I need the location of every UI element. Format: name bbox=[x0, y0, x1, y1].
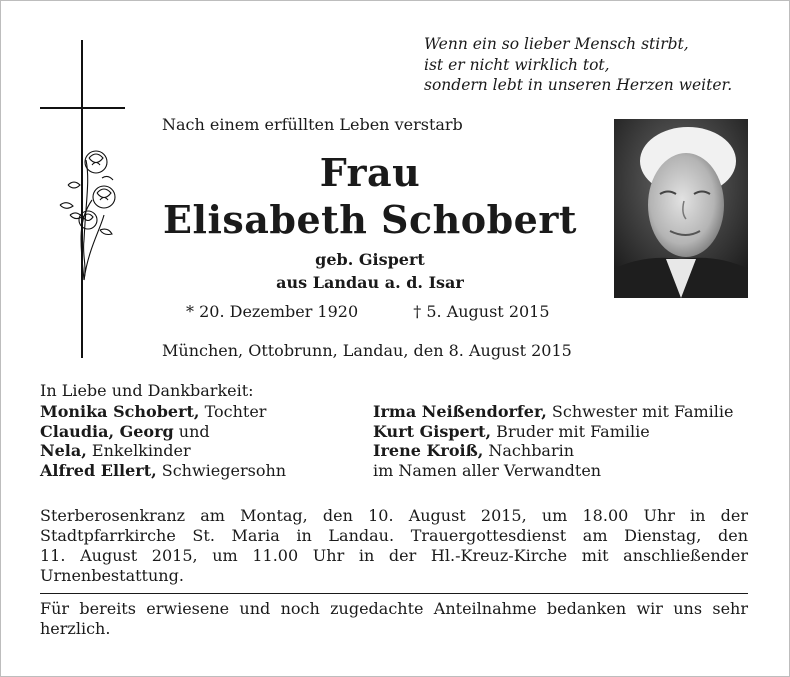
portrait-photo bbox=[614, 119, 748, 298]
portrait-image bbox=[614, 119, 748, 298]
origin: aus Landau a. d. Isar bbox=[276, 273, 464, 292]
salutation: Frau bbox=[319, 150, 421, 195]
thanks-line: Für bereits erwiesene und noch zugedachte Anteilnahme bedanken wir uns sehr bbox=[40, 599, 748, 618]
service-details bbox=[40, 506, 748, 586]
mourner-entry: Claudia, Georg und bbox=[40, 421, 210, 441]
mourner-entry: Alfred Ellert, Schwiegersohn bbox=[40, 460, 287, 480]
mourner-entry: Irma Neißendorfer, Schwester mit Familie bbox=[373, 402, 734, 421]
mourner-entry: Kurt Gispert, Bruder mit Familie bbox=[373, 421, 650, 441]
life-dates bbox=[186, 302, 550, 321]
service-line: Sterberosenkranz am Montag, den 10. August 2015, um 18.00 Uhr in der bbox=[40, 506, 748, 525]
thanks-text bbox=[40, 599, 748, 639]
mourner-entry: Monika Schobert, Tochter bbox=[40, 402, 267, 421]
mourner-entry: im Namen aller Verwandten bbox=[373, 460, 602, 480]
mourners-heading: In Liebe und Dankbarkeit: bbox=[40, 381, 254, 400]
death-date: † 5. August 2015 bbox=[413, 302, 550, 321]
mourner-entry: Nela, Enkelkinder bbox=[40, 441, 191, 460]
service-line: Stadtpfarrkirche St. Maria in Landau. Trauergottesdienst am Dienstag, den bbox=[40, 526, 748, 545]
mourners-right-column bbox=[373, 402, 734, 480]
memorial-quote bbox=[424, 34, 764, 96]
deceased-name: Elisabeth Schobert bbox=[163, 197, 577, 242]
birth-name: geb. Gispert bbox=[315, 250, 425, 269]
quote-line: ist er nicht wirklich tot, bbox=[424, 55, 610, 74]
thanks-line: herzlich. bbox=[40, 619, 111, 638]
intro-text: Nach einem erfüllten Leben verstarb bbox=[162, 115, 463, 134]
birth-date: * 20. Dezember 1920 bbox=[186, 302, 359, 321]
mourner-entry: Irene Kroiß, Nachbarin bbox=[373, 441, 575, 460]
place-and-date: München, Ottobrunn, Landau, den 8. August 2015 bbox=[162, 341, 572, 360]
quote-line: sondern lebt in unseren Herzen weiter. bbox=[424, 76, 733, 94]
cross-with-roses-icon bbox=[40, 40, 130, 360]
divider bbox=[40, 593, 748, 594]
mourners-left-column bbox=[40, 402, 286, 480]
service-line: Urnenbestattung. bbox=[40, 566, 184, 585]
quote-line: Wenn ein so lieber Mensch stirbt, bbox=[424, 35, 689, 53]
service-line: 11. August 2015, um 11.00 Uhr in der Hl.-Kreuz-Kirche mit anschließender bbox=[40, 546, 748, 565]
